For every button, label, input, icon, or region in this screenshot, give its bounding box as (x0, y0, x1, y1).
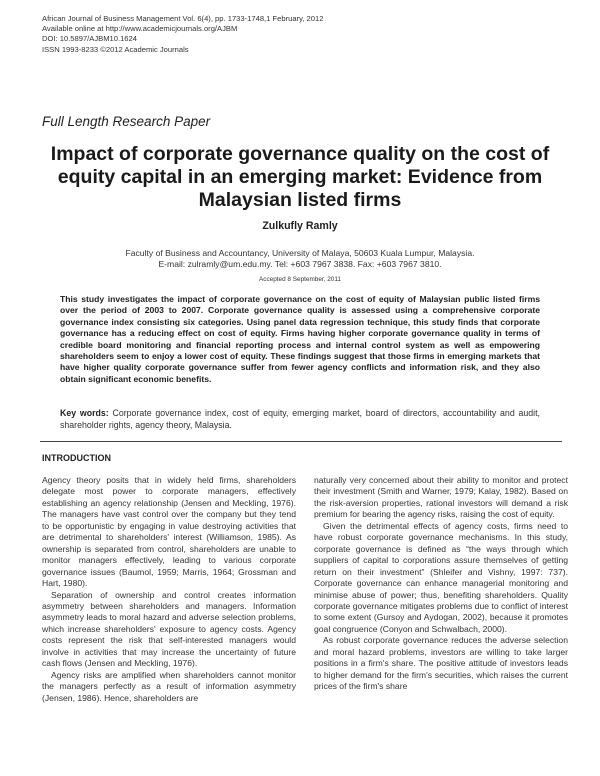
paragraph: naturally very concerned about their ability to monitor and protect their investment (Smith and Warner, 1979; Kalay, 1982). Based on the risk-aversion properties, rational investors will demand a risk premium for bearing the agency risks, raising the cost of equity. (314, 475, 568, 520)
introduction-heading: INTRODUCTION (42, 453, 111, 463)
doi: DOI: 10.5897/AJBM10.1624 (42, 34, 137, 44)
journal-citation: African Journal of Business Management Vol. 6(4), pp. 1733-1748,1 February, 2012 (42, 14, 324, 23)
paragraph: Agency theory posits that in widely held firms, shareholders delegate most power to corporate managers, effectively establishing an agency relationship (Jensen and Meckling, 1976). The managers have vast control over the company but they tend to be opportunistic by engaging in value destroying activities that are detrimental to shareholders' interest (Williamson, 1985). As ownership is separated from control, shareholders are unable to monitor managers effectively, leading to various corporate governance issues (Baumol, 1959; Marris, 1964; Grossman and Hart, 1980). (42, 475, 296, 589)
paper-title: Impact of corporate governance quality on the cost of equity capital in an emerging market: Evidence from Malaysian listed firms (50, 143, 550, 211)
section-divider (40, 441, 562, 442)
paragraph: As robust corporate governance reduces the adverse selection and moral hazard problems, investors are willing to take larger positions in a firm's share. The positive attitude of investors leads to higher demand for the firm's securities, which raises the current prices of the firm's share (314, 635, 568, 692)
journal-header (42, 14, 323, 55)
paragraph: Separation of ownership and control creates information asymmetry between shareholders and managers. Information asymmetry leads to moral hazard and adverse selection problems, which increase shareholders' exposure to agency costs. Agency costs represent the risk that self-interested managers would involve in activities that may increase the uncertainty of future cash flows (Jensen and Meckling, 1976). (42, 589, 296, 669)
paragraph: Agency risks are amplified when shareholders cannot monitor the managers perfectly as a result of information asymmetry (Jensen, 1986). Hence, shareholders are (42, 669, 296, 703)
paragraph: Given the detrimental effects of agency costs, firms need to have robust corporate governance mechanisms. In this study, corporate governance is defined as “the ways through which suppliers of capital to corporations assure themselves of getting return on their investment” (Shleifer and Vishny, 1997: 737). Corporate governance can enhance managerial monitoring and minimise abuse of power; thus, benefiting shareholders. Quality corporate governance mitigates problems due to conflict of interest to some extent (Gursoy and Aydogan, 2002), because it promotes goal congruence (Conyon and Schwalbach, 2000). (314, 520, 568, 634)
body-column-left (42, 475, 296, 704)
keywords-label: Key words: (60, 408, 109, 418)
author-name: Zulkufly Ramly (262, 220, 338, 232)
contact-info: E-mail: zulramly@um.edu.my. Tel: +603 7967 3838. Fax: +603 7967 3810. (158, 259, 442, 270)
online-availability: Available online at http://www.academicjournals.org/AJBM (42, 24, 238, 34)
abstract: This study investigates the impact of corporate governance on the cost of equity of Malaysian public listed firms over the period of 2003 to 2007. Corporate governance quality is assessed using a comprehensive corporate governance index consisting six categories. Using panel data regression technique, this study finds that corporate governance has a reducing effect on cost of equity. Firms having higher corporate governance quality in terms of credible board monitoring and financial reporting process and internal control system as well as empowering shareholders seem to enjoy a lower cost of equity. These findings suggest that those firms in emerging markets that have higher quality corporate governance suffer from fewer agency conflicts and information risk, and they also obtain significant economic benefits. (60, 294, 540, 384)
keywords (60, 407, 540, 431)
issn: ISSN 1993-8233 ©2012 Academic Journals (42, 44, 189, 54)
paper-type: Full Length Research Paper (42, 114, 211, 129)
keywords-text: Corporate governance index, cost of equity, emerging market, board of directors, accountability and audit, shareholder rights, agency theory, Malaysia. (60, 408, 540, 430)
author-affiliation-block (40, 248, 560, 270)
accepted-date: Accepted 8 September, 2011 (259, 276, 341, 283)
affiliation: Faculty of Business and Accountancy, University of Malaya, 50603 Kuala Lumpur, Malaysia. (125, 248, 475, 258)
body-column-right (314, 475, 568, 693)
